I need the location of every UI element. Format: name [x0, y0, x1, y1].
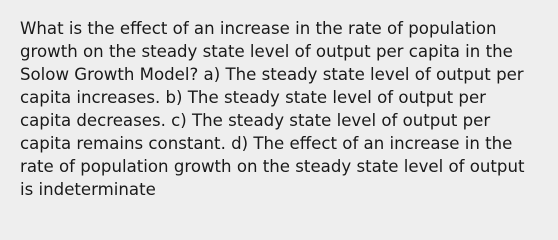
question-text: What is the effect of an increase in the rate of population growth on the steady state level of output per capita in the Solow Growth Model? a) The steady state level of output per capita increases. b) The steady state level of output per capita decreases. c) The steady state level of output per capita remains constant. d) The effect of an increase in the rate of population growth on the steady state level of output is indeterminate — [20, 19, 525, 199]
